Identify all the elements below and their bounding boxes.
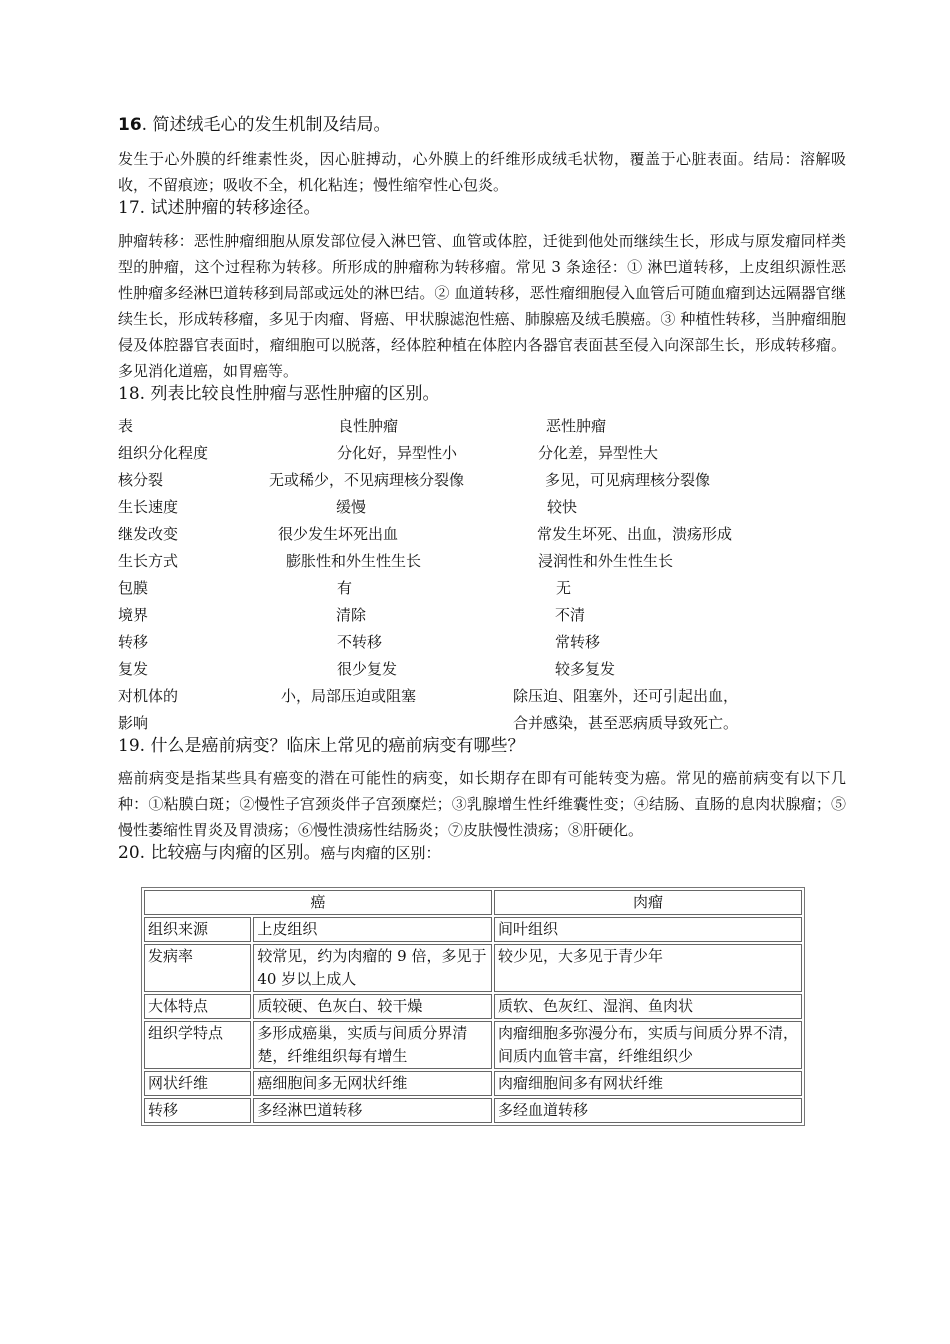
question-20-text: 20. 比较癌与肉瘤的区别。 — [118, 843, 321, 863]
comparison-row-benign: 很少复发 — [337, 660, 398, 678]
comparison-row-benign: 缓慢 — [336, 498, 367, 516]
comparison-row-malignant: 较多复发 — [555, 660, 616, 678]
benign-malignant-comparison — [0, 413, 950, 743]
comparison-row-label: 继发改变 — [118, 525, 179, 543]
question-20-subtitle: 癌与肉瘤的区别： — [320, 844, 441, 862]
table-cell-sarcoma: 肉瘤细胞多弥漫分布，实质与间质分界不清，间质内血管丰富，纤维组织少 — [494, 1021, 802, 1069]
comparison-row-malignant: 无 — [556, 579, 572, 597]
table-row — [144, 994, 802, 1019]
comparison-row-label: 转移 — [118, 633, 149, 651]
comparison-row-label: 生长速度 — [118, 498, 179, 516]
table-row-label: 大体特点 — [144, 994, 251, 1019]
table-cell-carcinoma: 癌细胞间多无网状纤维 — [253, 1071, 492, 1096]
table-cell-carcinoma: 较常见，约为肉瘤的 9 倍，多见于 40 岁以上成人 — [253, 944, 492, 992]
table-row — [144, 1098, 802, 1123]
comparison-row-benign: 清除 — [336, 606, 367, 624]
question-17-title: 17. 试述肿瘤的转移途径。 — [118, 198, 321, 218]
comparison-row-malignant: 常发生坏死、出血，溃疡形成 — [537, 525, 733, 543]
table-header-row — [144, 890, 802, 915]
comparison-row-benign: 无或稀少，不见病理核分裂像 — [269, 471, 465, 489]
question-16-title — [118, 114, 390, 136]
table-header-sarcoma: 肉瘤 — [494, 890, 802, 915]
table-cell-sarcoma: 间叶组织 — [494, 917, 802, 942]
table-row-label: 发病率 — [144, 944, 251, 992]
comparison-row-benign: 有 — [337, 579, 353, 597]
comparison-header-benign: 良性肿瘤 — [338, 417, 399, 435]
table-row-label: 组织来源 — [144, 917, 251, 942]
comparison-row-malignant: 合并感染，甚至恶病质导致死亡。 — [513, 714, 739, 732]
comparison-row-malignant: 分化差，异型性大 — [538, 444, 659, 462]
comparison-row-malignant: 浸润性和外生性生长 — [538, 552, 674, 570]
comparison-row-malignant: 常转移 — [555, 633, 601, 651]
table-row — [144, 944, 802, 992]
table-cell-carcinoma: 多形成癌巢，实质与间质分界清楚，纤维组织每有增生 — [253, 1021, 492, 1069]
table-row — [144, 1021, 802, 1069]
table-cell-sarcoma: 较少见，大多见于青少年 — [494, 944, 802, 992]
question-20-title — [118, 842, 440, 864]
comparison-row-malignant: 除压迫、阻塞外，还可引起出血， — [513, 687, 739, 705]
table-cell-sarcoma: 多经血道转移 — [494, 1098, 802, 1123]
question-18-title: 18. 列表比较良性肿瘤与恶性肿瘤的区别。 — [118, 384, 440, 404]
question-16-number: 16 — [118, 115, 142, 135]
question-16-answer: 发生于心外膜的纤维素性炎，因心脏搏动，心外膜上的纤维形成绒毛状物，覆盖于心脏表面。结局：溶解吸收，不留痕迹；吸收不全，机化粘连；慢性缩窄性心包炎。 — [118, 150, 846, 194]
table-row — [144, 917, 802, 942]
table-header-carcinoma: 癌 — [144, 890, 492, 915]
comparison-row-malignant: 多见，可见病理核分裂像 — [545, 471, 711, 489]
question-17-answer: 肿瘤转移：恶性肿瘤细胞从原发部位侵入淋巴管、血管或体腔，迁徙到他处而继续生长，形成与原发瘤同样类型的肿瘤，这个过程称为转移。所形成的肿瘤称为转移瘤。常见 3 条途径：① 淋巴道转移，上皮组织源性恶性肿瘤多经淋巴道转移到局部或远处的淋巴结。② 血道转移，恶性瘤细胞侵入血管后可随血瘤到达远隔器官继续生长，形成转移瘤，多见于肉瘤、肾癌、甲状腺滤泡性癌、肺腺癌及绒毛膜癌。③ 种植性转移，当肿瘤细胞侵及体腔器官表面时，瘤细胞可以脱落，经体腔种植在体腔内各器官表面甚至侵入向深部生长，形成转移瘤。多见消化道癌，如胃癌等。 — [118, 232, 846, 380]
comparison-row-benign: 膨胀性和外生性生长 — [286, 552, 422, 570]
table-cell-sarcoma: 肉瘤细胞间多有网状纤维 — [494, 1071, 802, 1096]
comparison-row-label: 影响 — [118, 714, 149, 732]
table-cell-carcinoma: 质较硬、色灰白、较干燥 — [253, 994, 492, 1019]
comparison-row-label: 生长方式 — [118, 552, 179, 570]
comparison-row-label: 对机体的 — [118, 687, 179, 705]
carcinoma-sarcoma-table — [141, 887, 805, 1126]
comparison-row-label: 核分裂 — [118, 471, 164, 489]
comparison-row-benign: 分化好，异型性小 — [337, 444, 458, 462]
table-cell-sarcoma: 质软、色灰红、湿润、鱼肉状 — [494, 994, 802, 1019]
table-cell-carcinoma: 多经淋巴道转移 — [253, 1098, 492, 1123]
comparison-row-benign: 小，局部压迫或阻塞 — [281, 687, 417, 705]
comparison-row-label: 复发 — [118, 660, 149, 678]
table-row-label: 转移 — [144, 1098, 251, 1123]
comparison-row-malignant: 较快 — [547, 498, 578, 516]
table-row-label: 组织学特点 — [144, 1021, 251, 1069]
comparison-row-benign: 不转移 — [337, 633, 383, 651]
table-cell-carcinoma: 上皮组织 — [253, 917, 492, 942]
question-19-title: 19. 什么是癌前病变？临床上常见的癌前病变有哪些？ — [118, 736, 525, 756]
comparison-row-label: 境界 — [118, 606, 149, 624]
comparison-row-label: 包膜 — [118, 579, 149, 597]
comparison-row-benign: 很少发生坏死出血 — [278, 525, 399, 543]
comparison-row-label: 组织分化程度 — [118, 444, 209, 462]
comparison-header-malignant: 恶性肿瘤 — [546, 417, 607, 435]
table-row-label: 网状纤维 — [144, 1071, 251, 1096]
table-row — [144, 1071, 802, 1096]
question-16-text: . 简述绒毛心的发生机制及结局。 — [141, 115, 391, 135]
question-19-answer: 癌前病变是指某些具有癌变的潜在可能性的病变，如长期存在即有可能转变为癌。常见的癌前病变有以下几种：①粘膜白斑；②慢性子宫颈炎伴子宫颈糜烂；③乳腺增生性纤维囊性变；④结肠、直肠的息肉状腺瘤；⑤慢性萎缩性胃炎及胃溃疡；⑥慢性溃疡性结肠炎；⑦皮肤慢性溃疡；⑧肝硬化。 — [118, 769, 846, 839]
comparison-row-malignant: 不清 — [555, 606, 586, 624]
comparison-header-label: 表 — [118, 417, 134, 435]
